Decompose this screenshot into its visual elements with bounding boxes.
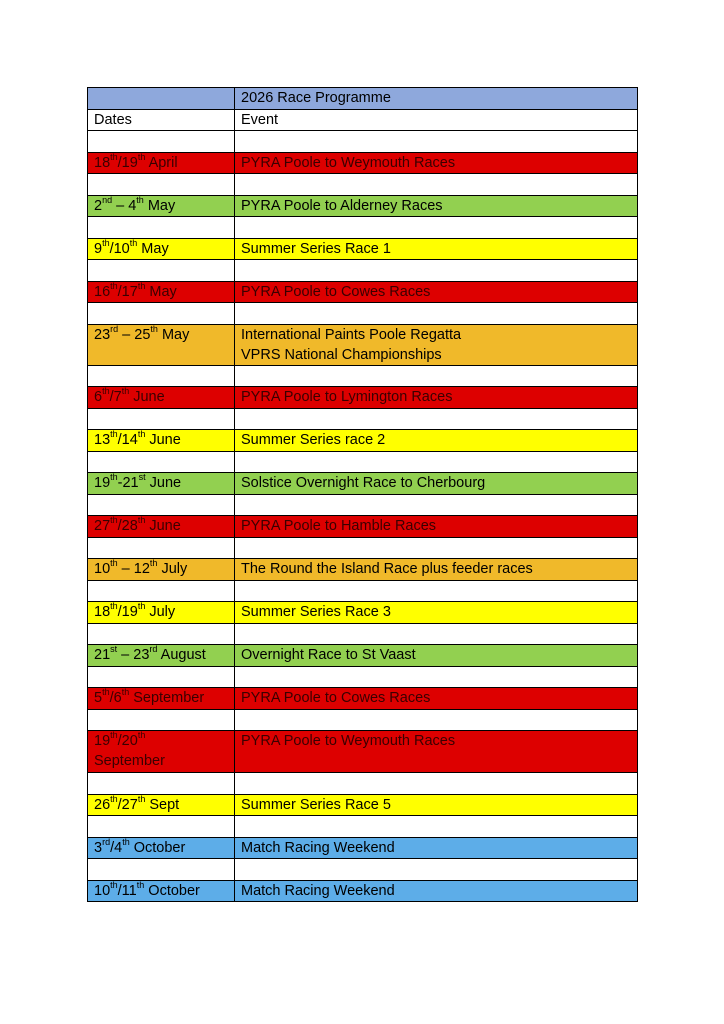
title-cell-empty [88, 88, 235, 110]
date-part: May [145, 283, 177, 300]
date-part: July [145, 604, 176, 620]
spacer-row [88, 773, 638, 795]
spacer-cell [235, 408, 638, 430]
spacer-cell [235, 773, 638, 795]
date-ordinal-suffix: th [110, 152, 118, 162]
event-line: PYRA Poole to Lymington Races [241, 389, 453, 405]
date-part: /27 [117, 796, 138, 813]
spacer-row [88, 666, 638, 688]
race-event [235, 195, 638, 217]
spacer-cell [88, 537, 235, 559]
race-date [88, 195, 235, 217]
race-date [88, 387, 235, 409]
date-part: June [145, 518, 181, 534]
spacer-cell [88, 260, 235, 282]
date-ordinal-suffix: th [137, 281, 146, 291]
race-programme-table [87, 87, 638, 902]
spacer-cell [88, 773, 235, 795]
spacer-row [88, 131, 638, 153]
race-date [88, 880, 235, 902]
event-line: International Paints Poole Regatta [241, 326, 462, 343]
race-date [88, 324, 235, 365]
date-part: 19 [94, 733, 111, 749]
date-part: Sept [145, 796, 180, 813]
race-event [235, 387, 638, 409]
table-title: 2026 Race Programme [235, 88, 638, 110]
spacer-cell [235, 365, 638, 387]
date-part: July [157, 561, 188, 577]
spacer-cell [235, 131, 638, 153]
race-event [235, 324, 638, 365]
date-part: – 4 [112, 197, 137, 214]
event-line: Match Racing Weekend [241, 839, 395, 856]
date-ordinal-suffix: th [110, 730, 118, 741]
event-line: Summer Series Race 1 [241, 240, 391, 257]
spacer-cell [235, 816, 638, 838]
date-ordinal-suffix: th [110, 472, 118, 483]
spacer-cell [88, 859, 235, 881]
event-line: Summer Series Race 3 [241, 604, 391, 620]
race-row [88, 602, 638, 624]
date-part: /19 [117, 154, 138, 171]
spacer-row [88, 709, 638, 731]
date-ordinal-suffix: th [122, 837, 130, 847]
date-ordinal-suffix: th [121, 687, 130, 698]
date-part: – 12 [117, 561, 150, 577]
race-date [88, 281, 235, 303]
race-row [88, 516, 638, 538]
race-date [88, 688, 235, 710]
date-part: May [137, 240, 169, 257]
race-date [88, 837, 235, 859]
date-part: /28 [117, 518, 138, 534]
race-date [88, 794, 235, 816]
event-line: The Round the Island Race plus feeder races [241, 561, 533, 577]
date-part: 16 [94, 283, 111, 300]
spacer-row [88, 580, 638, 602]
date-part: 18 [94, 154, 111, 171]
spacer-cell [235, 623, 638, 645]
date-ordinal-suffix: th [137, 152, 146, 162]
header-row [88, 109, 638, 131]
date-ordinal-suffix: th [110, 558, 118, 569]
race-event [235, 880, 638, 902]
event-line: VPRS National Championships [241, 346, 442, 363]
race-row [88, 837, 638, 859]
race-row [88, 880, 638, 902]
date-ordinal-suffix: th [110, 515, 118, 526]
race-event [235, 645, 638, 667]
spacer-row [88, 217, 638, 239]
spacer-cell [235, 217, 638, 239]
race-row [88, 645, 638, 667]
spacer-row [88, 623, 638, 645]
race-event [235, 602, 638, 624]
date-part: -21 [117, 475, 139, 491]
date-ordinal-suffix: st [110, 644, 118, 655]
spacer-cell [235, 666, 638, 688]
date-ordinal-suffix: th [136, 880, 145, 890]
event-line: Summer Series Race 5 [241, 796, 391, 813]
event-line: Solstice Overnight Race to Cherbourg [241, 475, 486, 491]
race-row [88, 238, 638, 260]
date-ordinal-suffix: th [150, 324, 158, 334]
spacer-cell [88, 623, 235, 645]
race-event [235, 559, 638, 581]
event-line: Match Racing Weekend [241, 882, 395, 899]
date-part: /11 [117, 882, 137, 899]
spacer-cell [235, 494, 638, 516]
date-part: /19 [117, 604, 138, 620]
race-event [235, 731, 638, 773]
race-date [88, 473, 235, 495]
spacer-cell [88, 451, 235, 473]
race-date [88, 152, 235, 174]
date-ordinal-suffix: th [137, 515, 146, 526]
date-part: September [129, 690, 205, 706]
spacer-cell [235, 260, 638, 282]
event-line: Overnight Race to St Vaast [241, 647, 416, 663]
spacer-cell [88, 816, 235, 838]
date-ordinal-suffix: rd [110, 324, 119, 334]
date-part: June [145, 475, 182, 491]
spacer-cell [235, 580, 638, 602]
spacer-row [88, 537, 638, 559]
date-ordinal-suffix: th [110, 794, 118, 804]
spacer-row [88, 260, 638, 282]
date-part: 6 [94, 389, 103, 405]
race-row [88, 559, 638, 581]
date-ordinal-suffix: th [137, 601, 146, 612]
date-ordinal-suffix: th [137, 794, 146, 804]
date-part: /6 [109, 690, 122, 706]
race-row [88, 473, 638, 495]
race-row [88, 731, 638, 773]
race-date [88, 602, 235, 624]
race-row [88, 688, 638, 710]
event-header: Event [235, 109, 638, 131]
date-part: 23 [94, 326, 111, 343]
date-part: 27 [94, 518, 111, 534]
race-event [235, 794, 638, 816]
date-part: 10 [94, 882, 111, 899]
spacer-cell [235, 174, 638, 196]
date-part: September [94, 753, 165, 769]
spacer-row [88, 408, 638, 430]
date-part: /10 [109, 240, 130, 257]
date-part: /17 [117, 283, 138, 300]
date-part: /7 [109, 389, 122, 405]
spacer-row [88, 859, 638, 881]
race-event [235, 152, 638, 174]
race-row [88, 281, 638, 303]
dates-header: Dates [88, 109, 235, 131]
spacer-cell [235, 303, 638, 325]
race-date [88, 430, 235, 452]
date-part: June [129, 389, 165, 405]
race-event [235, 516, 638, 538]
spacer-cell [88, 365, 235, 387]
race-row [88, 794, 638, 816]
date-ordinal-suffix: th [129, 238, 138, 248]
race-row [88, 387, 638, 409]
date-ordinal-suffix: th [137, 429, 146, 440]
spacer-cell [88, 303, 235, 325]
race-event [235, 238, 638, 260]
date-part: August [157, 647, 206, 663]
date-part: 5 [94, 690, 103, 706]
date-part: 3 [94, 839, 103, 856]
spacer-row [88, 365, 638, 387]
date-ordinal-suffix: th [102, 238, 110, 248]
date-ordinal-suffix: th [149, 558, 158, 569]
date-part: May [143, 197, 176, 214]
spacer-cell [88, 494, 235, 516]
spacer-cell [88, 580, 235, 602]
date-ordinal-suffix: nd [102, 195, 113, 205]
race-date [88, 559, 235, 581]
date-part: 9 [94, 240, 103, 257]
date-part: 2 [94, 197, 103, 214]
event-line: PYRA Poole to Alderney Races [241, 197, 443, 214]
spacer-cell [235, 709, 638, 731]
date-part: June [145, 432, 181, 448]
date-part: 18 [94, 604, 111, 620]
date-ordinal-suffix: rd [149, 644, 158, 655]
date-ordinal-suffix: th [110, 601, 118, 612]
event-line: PYRA Poole to Cowes Races [241, 690, 431, 706]
spacer-row [88, 451, 638, 473]
event-line: PYRA Poole to Weymouth Races [241, 733, 456, 749]
date-ordinal-suffix: st [138, 472, 146, 483]
event-line: PYRA Poole to Cowes Races [241, 283, 431, 300]
date-part: 13 [94, 432, 111, 448]
date-part: /20 [117, 733, 138, 749]
date-part: May [157, 326, 190, 343]
event-line: PYRA Poole to Weymouth Races [241, 154, 456, 171]
date-part: 21 [94, 647, 111, 663]
date-part: April [145, 154, 178, 171]
spacer-row [88, 174, 638, 196]
date-ordinal-suffix: th [102, 687, 110, 698]
date-ordinal-suffix: th [102, 386, 110, 397]
race-event [235, 430, 638, 452]
date-part: /14 [117, 432, 138, 448]
date-ordinal-suffix: th [121, 386, 130, 397]
race-row [88, 195, 638, 217]
date-ordinal-suffix: rd [102, 837, 111, 847]
date-part: October [129, 839, 186, 856]
spacer-cell [88, 408, 235, 430]
spacer-cell [235, 537, 638, 559]
spacer-cell [88, 131, 235, 153]
spacer-row [88, 816, 638, 838]
race-event [235, 837, 638, 859]
date-part: /4 [110, 839, 123, 856]
race-date [88, 238, 235, 260]
date-part: – 25 [118, 326, 151, 343]
date-ordinal-suffix: th [137, 730, 146, 741]
race-date [88, 731, 235, 773]
date-ordinal-suffix: th [110, 429, 118, 440]
date-part: 10 [94, 561, 111, 577]
spacer-cell [88, 217, 235, 239]
date-ordinal-suffix: th [136, 195, 144, 205]
event-line: PYRA Poole to Hamble Races [241, 518, 437, 534]
spacer-cell [88, 666, 235, 688]
spacer-cell [235, 859, 638, 881]
race-event [235, 473, 638, 495]
date-part: – 23 [117, 647, 150, 663]
date-part: 26 [94, 796, 111, 813]
spacer-row [88, 494, 638, 516]
title-row [88, 88, 638, 110]
race-event [235, 281, 638, 303]
race-date [88, 516, 235, 538]
race-event [235, 688, 638, 710]
date-part: 19 [94, 475, 111, 491]
spacer-cell [88, 709, 235, 731]
race-date [88, 645, 235, 667]
date-part: October [144, 882, 200, 899]
date-ordinal-suffix: th [110, 281, 118, 291]
event-line: Summer Series race 2 [241, 432, 386, 448]
race-row [88, 152, 638, 174]
race-row [88, 430, 638, 452]
spacer-row [88, 303, 638, 325]
date-ordinal-suffix: th [110, 880, 118, 890]
spacer-cell [235, 451, 638, 473]
spacer-cell [88, 174, 235, 196]
race-row [88, 324, 638, 365]
